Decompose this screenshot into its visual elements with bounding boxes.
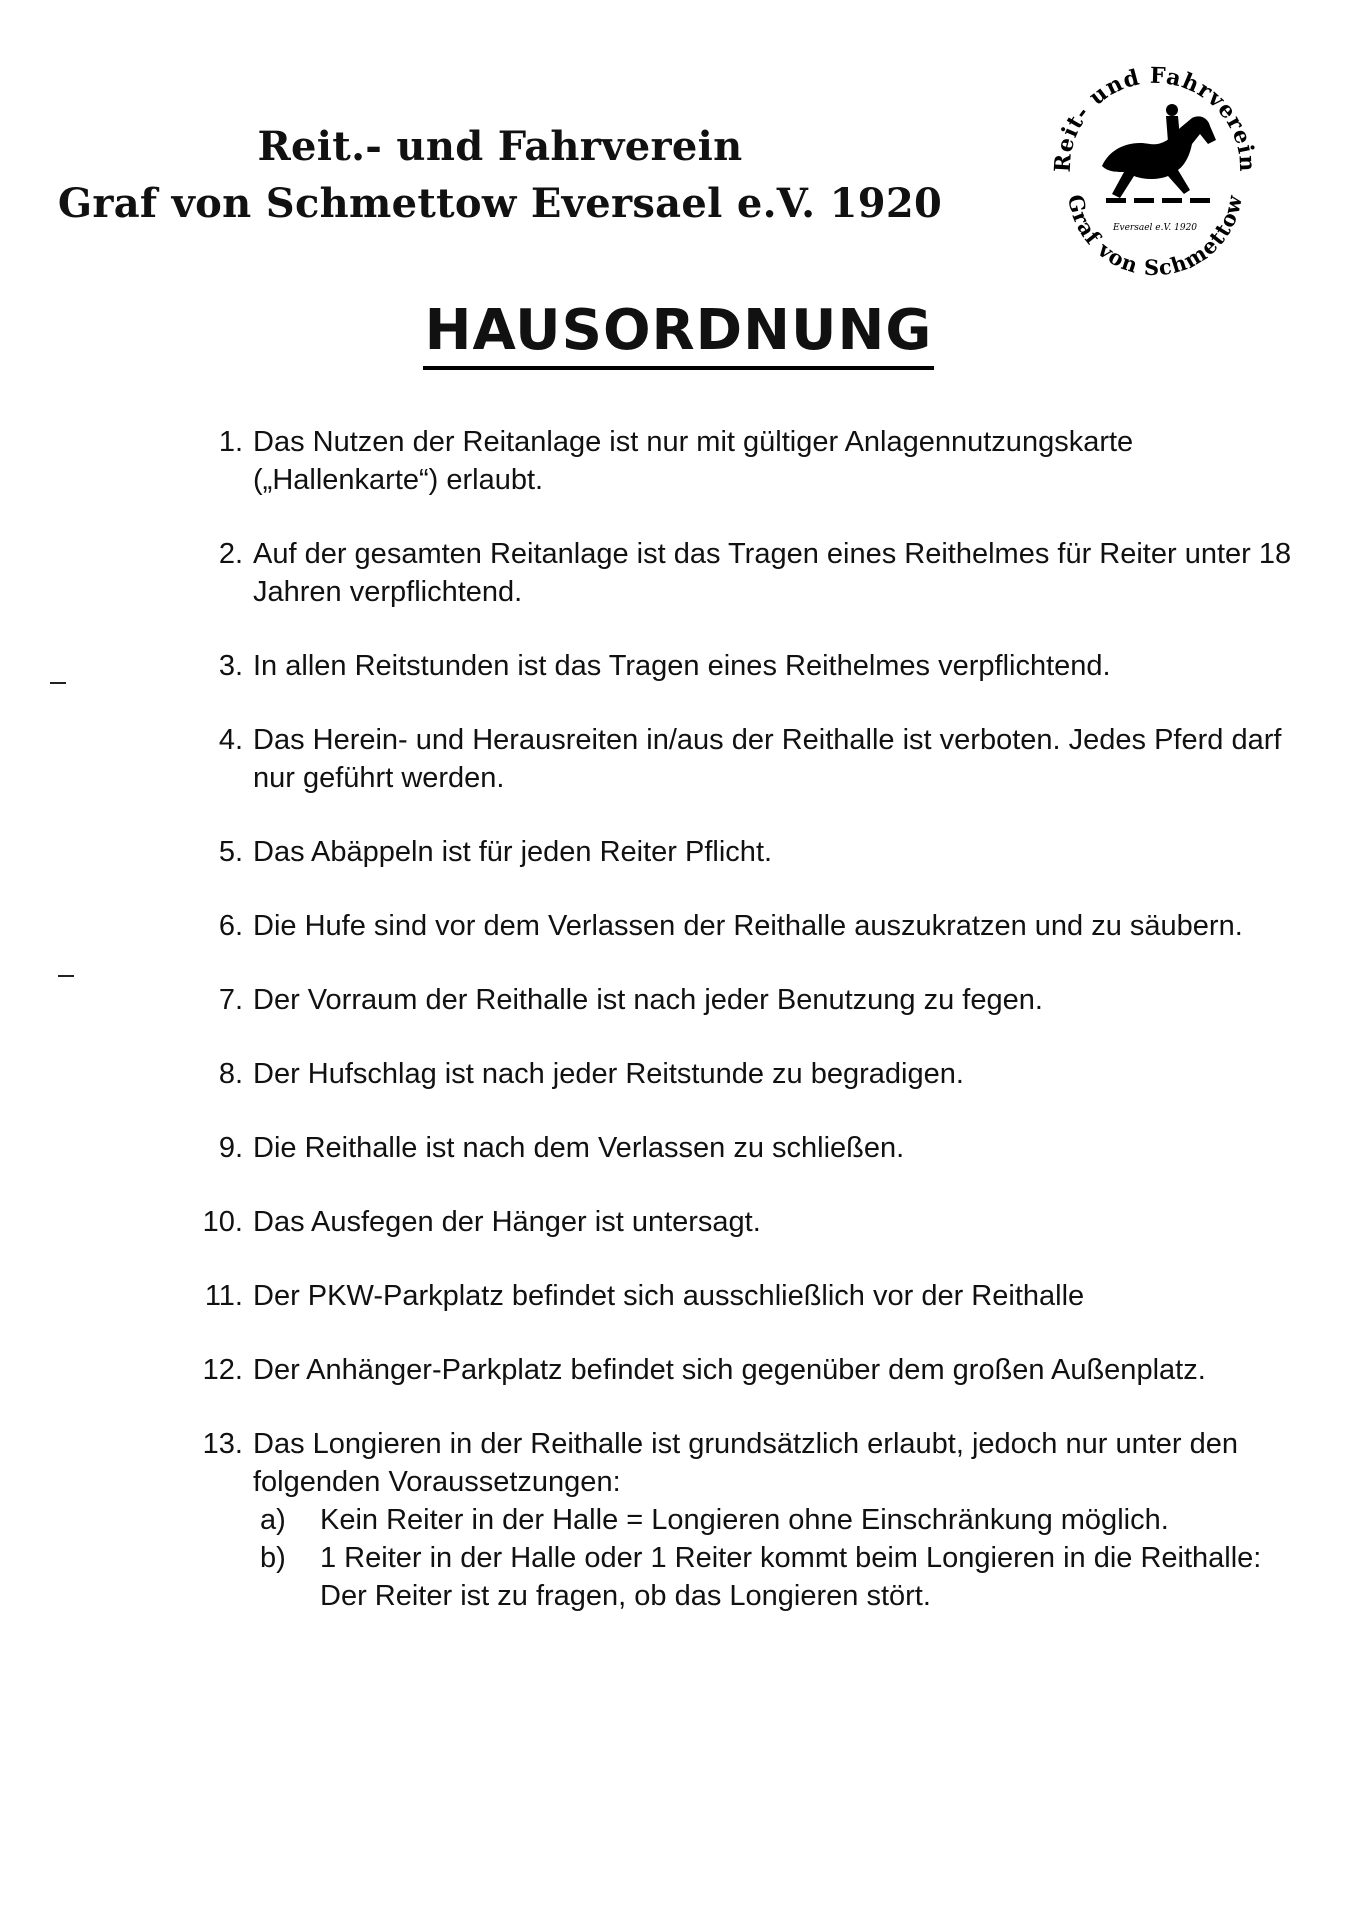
rule-item (170, 1277, 1310, 1315)
rule-item (170, 833, 1310, 871)
svg-text:Graf von Schmettow: Graf von Schmettow (1062, 192, 1248, 278)
rule-text: Der PKW-Parkplatz befindet sich ausschließlich vor der Reithalle (253, 1280, 1085, 1312)
rule-text: Das Abäppeln ist für jeden Reiter Pflicht. (253, 836, 773, 868)
rule-item (170, 907, 1310, 945)
sub-rule-letter: a) (260, 1504, 286, 1536)
rule-number: 2. (218, 538, 243, 570)
rule-text: Die Reithalle ist nach dem Verlassen zu schließen. (253, 1132, 905, 1164)
club-name-line-2: Graf von Schmettow Eversael e.V. 1920 (57, 180, 943, 227)
horse-jumping-icon (1102, 104, 1216, 198)
rule-item (170, 535, 1310, 611)
rules-list (170, 423, 1310, 1651)
sub-rule-letter: b) (260, 1542, 286, 1574)
club-name-line-1: Reit.- und Fahrverein (257, 123, 743, 170)
rule-item (170, 1129, 1310, 1167)
rule-number: 5. (218, 836, 243, 868)
rule-text: Das Ausfegen der Hänger ist untersagt. (253, 1206, 761, 1238)
rule-text: Der Hufschlag ist nach jeder Reitstunde zu begradigen. (253, 1058, 964, 1090)
rule-item (170, 1203, 1310, 1241)
rule-number: 10. (202, 1206, 243, 1238)
rule-number: 1. (218, 426, 243, 458)
rule-item (170, 1425, 1310, 1615)
sub-rule-item (253, 1501, 1310, 1539)
rule-number: 8. (218, 1058, 243, 1090)
rule-text: Der Anhänger-Parkplatz befindet sich gegenüber dem großen Außenplatz. (253, 1354, 1206, 1386)
rule-text: In allen Reitstunden ist das Tragen eines Reithelmes verpflichtend. (253, 650, 1111, 682)
sub-rule-text: Kein Reiter in der Halle = Longieren ohne Einschränkung möglich. (320, 1504, 1169, 1536)
page-title-text: HAUSORDNUNG (423, 296, 935, 370)
rule-item (170, 647, 1310, 685)
rule-text: Das Herein- und Herausreiten in/aus der Reithalle ist verboten. Jedes Pferd darf nur geführt werden. (253, 724, 1282, 794)
margin-dash (58, 975, 74, 977)
rule-number: 7. (218, 984, 243, 1016)
svg-text:Reit- und Fahrverein: Reit- und Fahrverein (1049, 62, 1261, 174)
margin-dash (50, 682, 66, 684)
sub-rule-text: 1 Reiter in der Halle oder 1 Reiter kommt beim Longieren in die Reithalle: Der Reiter ist zu fragen, ob das Longieren stört. (320, 1542, 1262, 1612)
sub-rule-item (253, 1539, 1310, 1615)
rule-text: Auf der gesamten Reitanlage ist das Tragen eines Reithelmes für Reiter unter 18 Jahren verpflichtend. (253, 538, 1292, 608)
page-title (0, 296, 1357, 370)
rule-number: 3. (218, 650, 243, 682)
rule-item (170, 423, 1310, 499)
rule-number: 9. (218, 1132, 243, 1164)
rule-item (170, 981, 1310, 1019)
rule-text-block (253, 1425, 1310, 1615)
rule-item (170, 721, 1310, 797)
rule-text: Das Nutzen der Reitanlage ist nur mit gültiger Anlagennutzungskarte („Hallenkarte“) erlaubt. (253, 426, 1134, 496)
rule-item (170, 1351, 1310, 1389)
svg-text:Eversael e.V. 1920: Eversael e.V. 1920 (1112, 223, 1198, 233)
rule-number: 4. (218, 724, 243, 756)
club-logo-seal (1040, 48, 1270, 278)
rule-text: Die Hufe sind vor dem Verlassen der Reithalle auszukratzen und zu säubern. (253, 910, 1243, 942)
rule-text: Der Vorraum der Reithalle ist nach jeder Benutzung zu fegen. (253, 984, 1043, 1016)
rule-number: 12. (202, 1354, 243, 1386)
rule-number: 11. (204, 1280, 243, 1312)
rule-number: 6. (218, 910, 243, 942)
club-logo (1040, 48, 1270, 278)
rule-text: Das Longieren in der Reithalle ist grundsätzlich erlaubt, jedoch nur unter den folgenden Voraussetzungen: (253, 1428, 1238, 1498)
club-title (0, 118, 1000, 232)
rule-item (170, 1055, 1310, 1093)
rule-number: 13. (202, 1428, 243, 1460)
